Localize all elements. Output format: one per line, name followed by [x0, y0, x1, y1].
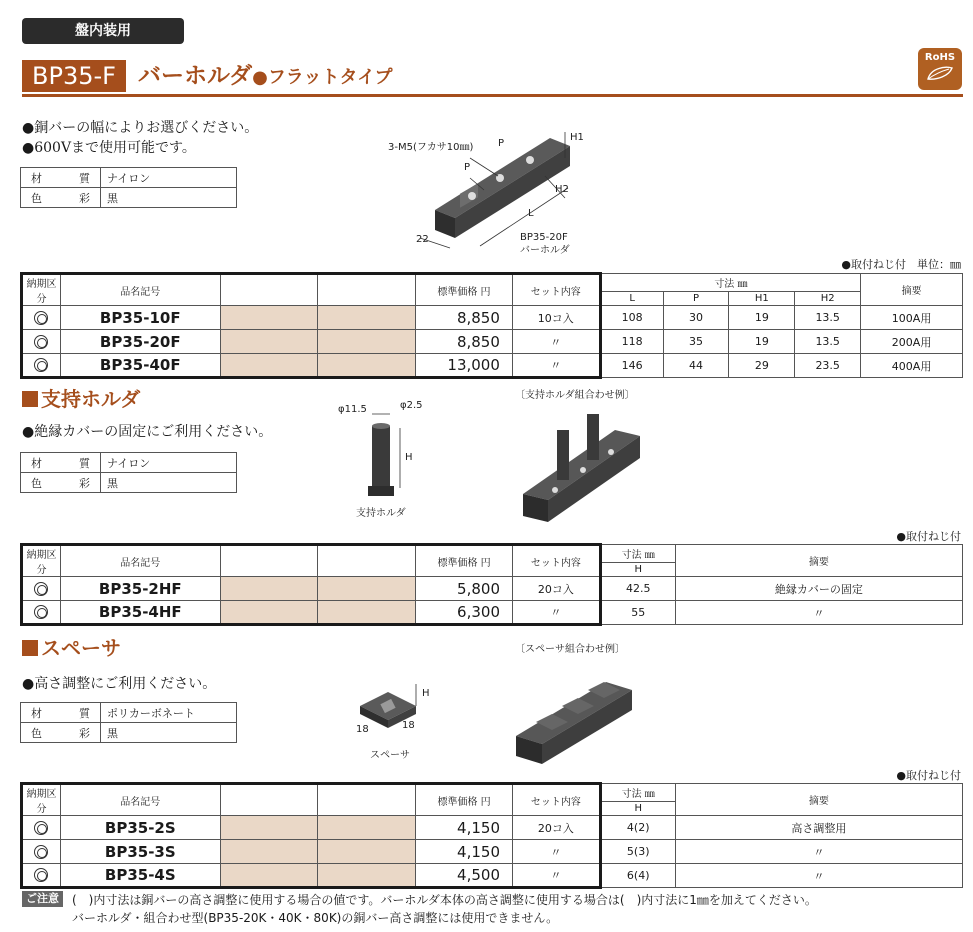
row-summary: 400A用	[861, 354, 963, 378]
table-row	[22, 816, 963, 840]
fig-screw-label: 3-M5(フカサ10㎜)	[388, 142, 474, 153]
spec-key: 材質	[21, 453, 101, 473]
row-price: 13,000	[416, 354, 513, 378]
fig-w1: 18	[356, 724, 369, 735]
fig-caption: 支持ホルダ	[356, 508, 406, 519]
hdr-dim: 寸法 ㎜	[600, 784, 675, 802]
row-dim-l: 146	[600, 354, 663, 378]
hdr-set: セット内容	[513, 784, 601, 816]
row-set: 〃	[513, 864, 601, 888]
rohs-badge	[918, 48, 962, 90]
blank-cell	[220, 864, 318, 888]
table-row	[22, 577, 963, 601]
row-set: 20コ入	[513, 577, 601, 601]
rohs-label: RoHS	[924, 52, 956, 63]
hdr-price: 標準価格 円	[416, 784, 513, 816]
fig-dim-22: 22	[416, 234, 429, 245]
row-summary: 〃	[675, 864, 962, 888]
hdr-summary: 摘要	[675, 784, 962, 816]
row-name: BP35-3S	[60, 840, 220, 864]
spec-value: ポリカーボネート	[101, 703, 237, 723]
model-code: BP35-F	[22, 60, 126, 92]
blank-cell	[220, 330, 318, 354]
row-dim-h: 4(2)	[600, 816, 675, 840]
row-dim-h1: 19	[729, 306, 795, 330]
spec-key: 材質	[21, 703, 101, 723]
blank-cell	[318, 864, 416, 888]
table-row	[22, 840, 963, 864]
double-circle-icon	[34, 311, 48, 325]
blank-cell	[220, 816, 318, 840]
hdr-name: 品名記号	[60, 274, 220, 306]
square-icon	[22, 640, 38, 656]
fig-dim-p1: P	[498, 138, 505, 149]
blank-cell	[220, 601, 318, 625]
spacer-heading	[22, 636, 121, 660]
spacer-bullet-1: ●高さ調整にご利用ください。	[22, 676, 217, 692]
square-icon	[22, 391, 38, 407]
table-row	[22, 864, 963, 888]
caution-line-1: ( )内寸法は銅バーの高さ調整に使用する場合の値です。バーホルダ本体の高さ調整に使用する場合は( )内寸法に1㎜を加えてください。	[72, 893, 817, 907]
row-set: 20コ入	[513, 816, 601, 840]
title-main: バーホルダ	[138, 63, 253, 89]
row-summary: 絶縁カバーの固定	[675, 577, 962, 601]
busbar-holder-drawing	[435, 138, 570, 238]
row-dim-h2: 23.5	[795, 354, 861, 378]
row-price: 4,500	[416, 864, 513, 888]
row-dim-h2: 13.5	[795, 330, 861, 354]
spec-value: 黒	[101, 188, 237, 208]
double-circle-icon	[34, 358, 48, 372]
row-set: 〃	[513, 840, 601, 864]
support-product-table	[20, 543, 963, 626]
blank-cell	[220, 354, 318, 378]
row-name: BP35-20F	[60, 330, 220, 354]
spec-value: ナイロン	[101, 453, 237, 473]
blank-cell	[318, 577, 416, 601]
hdr-dim: 寸法 ㎜	[600, 545, 675, 563]
hdr-dim-h: H	[600, 563, 675, 577]
spacer-figure	[340, 670, 450, 766]
hdr-blank	[220, 784, 318, 816]
support-bullet-1: ●絶縁カバーの固定にご利用ください。	[22, 424, 273, 440]
fig-d1: φ11.5	[338, 404, 367, 415]
spec-value: 黒	[101, 473, 237, 493]
row-price: 4,150	[416, 840, 513, 864]
row-set: 〃	[513, 601, 601, 625]
blank-cell	[318, 840, 416, 864]
row-name: BP35-10F	[60, 306, 220, 330]
table-row	[22, 330, 963, 354]
row-summary: 高さ調整用	[675, 816, 962, 840]
row-price: 8,850	[416, 306, 513, 330]
row-set: 〃	[512, 330, 600, 354]
fig-dim-h2: H2	[555, 184, 569, 195]
row-dim-h1: 19	[729, 330, 795, 354]
blank-cell	[220, 577, 318, 601]
hdr-blank	[318, 545, 416, 577]
double-circle-icon	[34, 582, 48, 596]
row-dim-l: 118	[600, 330, 663, 354]
row-dim-h: 5(3)	[600, 840, 675, 864]
hdr-blank	[318, 784, 416, 816]
product-title	[138, 60, 393, 94]
row-dim-h2: 13.5	[795, 306, 861, 330]
spacer-heading-text: スペーサ	[41, 636, 121, 660]
double-circle-icon	[34, 821, 48, 835]
category-label: 盤内装用	[22, 18, 184, 44]
row-summary: 〃	[675, 840, 962, 864]
hdr-price: 標準価格 円	[416, 545, 513, 577]
blank-cell	[318, 354, 416, 378]
row-summary: 〃	[675, 601, 962, 625]
double-circle-icon	[34, 605, 48, 619]
spec-key: 材質	[21, 168, 101, 188]
hdr-dim-h2: H2	[795, 292, 861, 306]
fig-dim-p2: P	[464, 162, 471, 173]
row-dim-p: 35	[663, 330, 729, 354]
blank-cell	[318, 330, 416, 354]
title-sub: フラットタイプ	[267, 67, 393, 88]
support-combo-caption: 〔支持ホルダ組合わせ例〕	[515, 390, 635, 401]
hdr-name: 品名記号	[60, 784, 220, 816]
row-dim-p: 44	[663, 354, 729, 378]
busbar-note: ●取付ねじ付 単位：㎜	[841, 258, 961, 271]
fig-caption-name: バーホルダ	[520, 245, 570, 256]
table-row	[22, 354, 963, 378]
hdr-blank	[220, 274, 318, 306]
spacer-note: ●取付ねじ付	[896, 769, 961, 782]
title-rule	[22, 94, 963, 97]
spec-value: 黒	[101, 723, 237, 743]
hdr-summary: 摘要	[861, 274, 963, 306]
row-dim-l: 108	[600, 306, 663, 330]
spacer-product-table	[20, 782, 963, 889]
busbar-spec-table	[20, 167, 237, 208]
row-summary: 100A用	[861, 306, 963, 330]
row-price: 8,850	[416, 330, 513, 354]
row-name: BP35-40F	[60, 354, 220, 378]
fig-dim-l: L	[528, 208, 534, 219]
support-spec-table	[20, 452, 237, 493]
fig-h: H	[422, 688, 430, 699]
support-heading	[22, 387, 140, 411]
blank-cell	[220, 840, 318, 864]
row-set: 10コ入	[512, 306, 600, 330]
hdr-dim-h: H	[600, 802, 675, 816]
row-price: 5,800	[416, 577, 513, 601]
spec-key: 色彩	[21, 188, 101, 208]
row-price: 4,150	[416, 816, 513, 840]
row-name: BP35-4S	[60, 864, 220, 888]
hdr-dim-h1: H1	[729, 292, 795, 306]
hdr-name: 品名記号	[60, 545, 220, 577]
busbar-holder-figure	[380, 118, 600, 258]
caution-line-2: バーホルダ・組合わせ型(BP35-20K・40K・80K)の銅バー高さ調整には使用できません。	[72, 911, 559, 925]
row-dim-h: 55	[600, 601, 675, 625]
hdr-set: セット内容	[512, 274, 600, 306]
hdr-blank	[220, 545, 318, 577]
busbar-bullet-2: ●600Vまで使用可能です。	[22, 140, 196, 156]
hdr-price: 標準価格 円	[416, 274, 513, 306]
hdr-delivery: 納期区分	[22, 784, 61, 816]
hdr-dim: 寸法 ㎜	[600, 274, 860, 292]
spacer-combo-caption: 〔スペーサ組合わせ例〕	[515, 644, 625, 655]
row-dim-h: 6(4)	[600, 864, 675, 888]
hdr-dim-p: P	[663, 292, 729, 306]
fig-h: H	[405, 452, 413, 463]
spec-key: 色彩	[21, 723, 101, 743]
fig-caption: スペーサ	[370, 750, 410, 761]
leaf-icon	[925, 65, 955, 81]
spacer-combo-figure	[510, 664, 640, 772]
spacer-spec-table	[20, 702, 237, 743]
row-dim-h: 42.5	[600, 577, 675, 601]
support-combo-figure	[515, 402, 645, 526]
row-set: 〃	[512, 354, 600, 378]
row-price: 6,300	[416, 601, 513, 625]
blank-cell	[318, 601, 416, 625]
hdr-dim-l: L	[600, 292, 663, 306]
double-circle-icon	[34, 845, 48, 859]
hdr-delivery: 納期区分	[22, 274, 61, 306]
table-row	[22, 601, 963, 625]
support-heading-text: 支持ホルダ	[41, 387, 141, 411]
busbar-bullet-1: ●銅バーの幅によりお選びください。	[22, 120, 259, 136]
row-summary: 200A用	[861, 330, 963, 354]
hdr-delivery: 納期区分	[22, 545, 61, 577]
row-name: BP35-4HF	[60, 601, 220, 625]
fig-d2: φ2.5	[400, 400, 423, 411]
blank-cell	[318, 306, 416, 330]
hdr-set: セット内容	[513, 545, 601, 577]
fig-caption-model: BP35-20F	[520, 232, 568, 243]
double-circle-icon	[34, 335, 48, 349]
row-name: BP35-2HF	[60, 577, 220, 601]
blank-cell	[318, 816, 416, 840]
fig-dim-h1: H1	[570, 132, 584, 143]
row-dim-h1: 29	[729, 354, 795, 378]
double-circle-icon	[34, 868, 48, 882]
busbar-product-table	[20, 272, 963, 379]
title-bullet: ●	[252, 67, 268, 88]
row-name: BP35-2S	[60, 816, 220, 840]
table-row	[22, 306, 963, 330]
support-holder-figure	[330, 396, 450, 520]
row-dim-p: 30	[663, 306, 729, 330]
hdr-blank	[318, 274, 416, 306]
hdr-summary: 摘要	[675, 545, 962, 577]
support-note: ●取付ねじ付	[896, 530, 961, 543]
fig-w2: 18	[402, 720, 415, 731]
spec-value: ナイロン	[101, 168, 237, 188]
caution-tag: ご注意	[22, 891, 63, 907]
blank-cell	[220, 306, 318, 330]
spec-key: 色彩	[21, 473, 101, 493]
